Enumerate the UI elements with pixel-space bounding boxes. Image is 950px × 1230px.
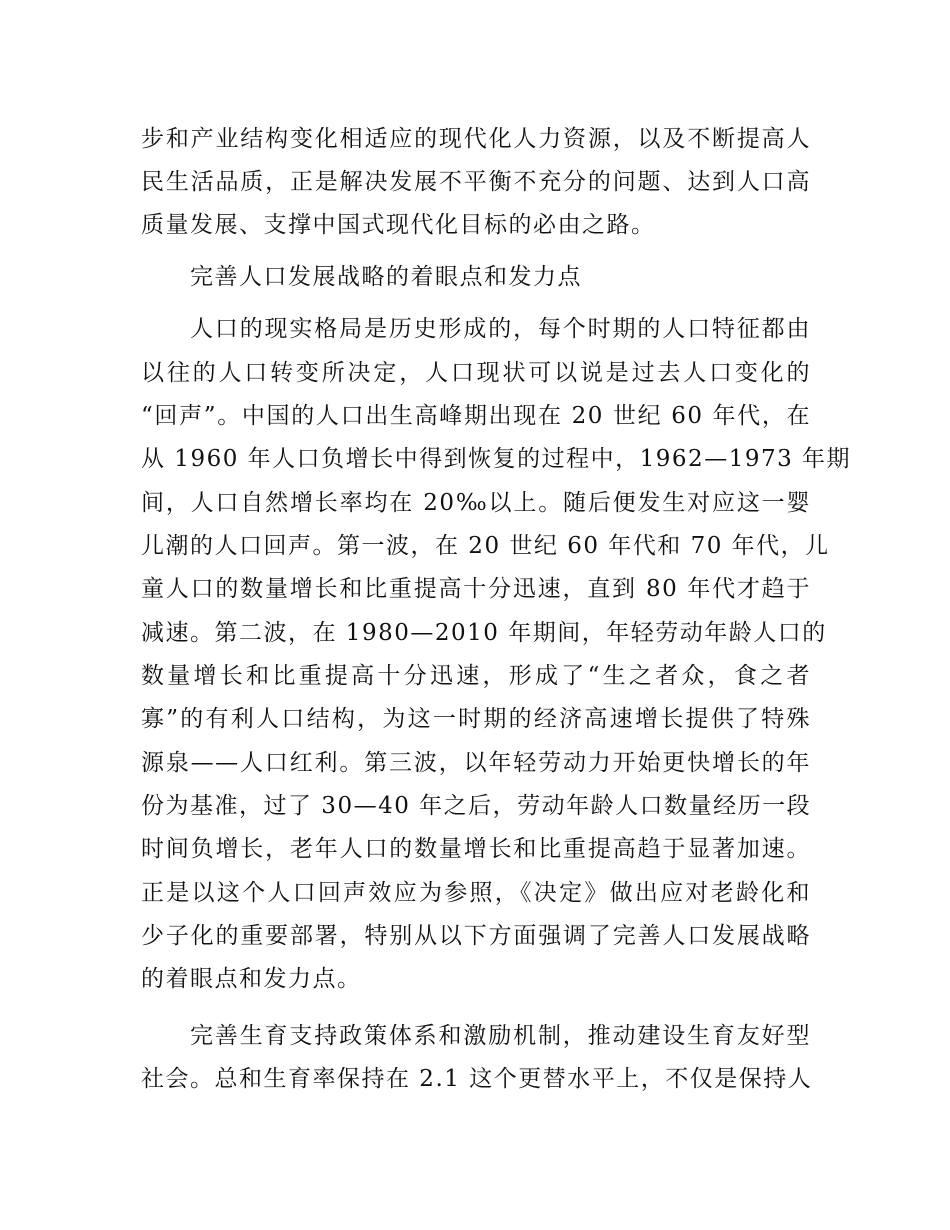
paragraph-2-line-6: 儿潮的人口回声。第一波，在 20 世纪 60 年代和 70 年代，儿 [141, 533, 830, 559]
paragraph-1-line-1: 步和产业结构变化相适应的现代化人力资源，以及不断提高人 [141, 126, 811, 152]
paragraph-2-line-4: 从 1960 年人口负增长中得到恢复的过程中，1962—1973 年期 [141, 446, 852, 472]
section-heading: 完善人口发展战略的着眼点和发力点 [190, 264, 582, 290]
paragraph-2-line-10: 寡”的有利人口结构，为这一时期的经济高速增长提供了特殊 [141, 706, 811, 732]
paragraph-1-line-3: 质量发展、支撑中国式现代化目标的必由之路。 [141, 212, 656, 238]
paragraph-1-line-2: 民生活品质，正是解决发展不平衡不充分的问题、达到人口高 [141, 169, 811, 195]
paragraph-2-line-1: 人口的现实格局是历史形成的，每个时期的人口特征都由 [190, 316, 811, 342]
paragraph-2-line-12: 份为基准，过了 30—40 年之后，劳动年龄人口数量经历一段 [141, 793, 812, 819]
paragraph-2-line-8: 减速。第二波，在 1980—2010 年期间，年轻劳动年龄人口的 [141, 620, 827, 646]
paragraph-2-line-16: 的着眼点和发力点。 [141, 966, 362, 992]
paragraph-2-line-7: 童人口的数量增长和比重提高十分迅速，直到 80 年代才趋于 [141, 576, 811, 602]
paragraph-2-line-2: 以往的人口转变所决定，人口现状可以说是过去人口变化的 [141, 360, 811, 386]
paragraph-2-line-9: 数量增长和比重提高十分迅速，形成了“生之者众，食之者 [141, 663, 811, 689]
paragraph-2-line-13: 时间负增长，老年人口的数量增长和比重提高趋于显著加速。 [141, 836, 811, 862]
paragraph-2-line-14: 正是以这个人口回声效应为参照，《决定》做出应对老龄化和 [141, 880, 811, 906]
paragraph-2-line-5: 间，人口自然增长率均在 20‰以上。随后便发生对应这一婴 [141, 490, 811, 516]
paragraph-2-line-11: 源泉——人口红利。第三波，以年轻劳动力开始更快增长的年 [141, 750, 811, 776]
paragraph-3-line-1: 完善生育支持政策体系和激励机制，推动建设生育友好型 [190, 1023, 811, 1049]
paragraph-3-line-2: 社会。总和生育率保持在 2.1 这个更替水平上，不仅是保持人 [141, 1066, 813, 1092]
paragraph-2-line-3: “回声”。中国的人口出生高峰期出现在 20 世纪 60 年代，在 [141, 403, 811, 429]
paragraph-2-line-15: 少子化的重要部署，特别从以下方面强调了完善人口发展战略 [141, 923, 811, 949]
